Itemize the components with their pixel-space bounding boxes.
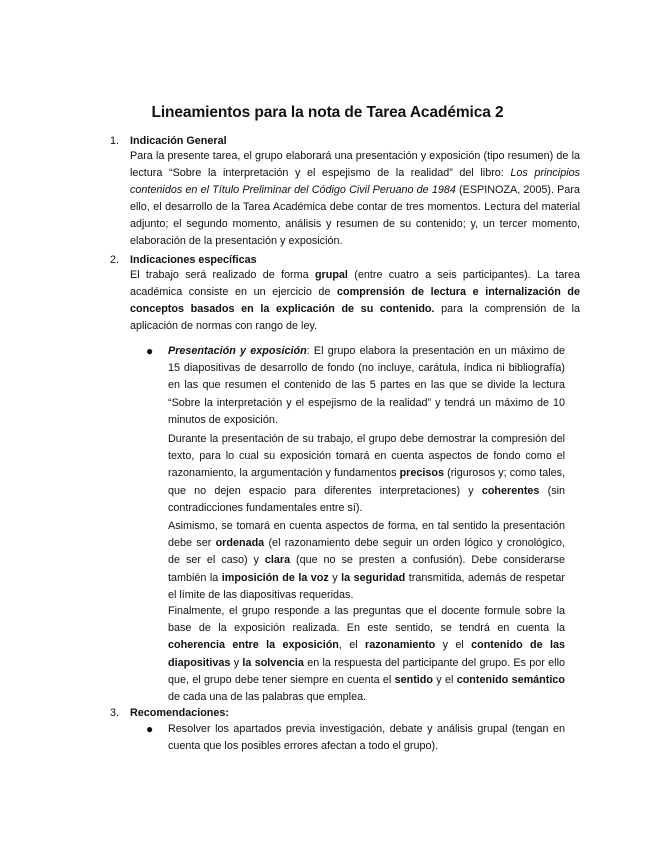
paragraph-questions <box>168 603 565 706</box>
text-run: (entre cuatro a seis participantes). La tarea académica consiste en un ejercicio de <box>130 269 580 298</box>
text-run: (que no se presten a confusión). Debe considerarse también la <box>168 554 565 584</box>
emphasis: contenido de las diapositivas <box>168 639 565 669</box>
section-number: 3. <box>110 707 120 719</box>
section-heading: Recomendaciones: <box>130 707 230 719</box>
emphasis: coherentes <box>481 484 540 497</box>
text-run: y el <box>435 639 472 652</box>
text-run: (sin contradicciones fundamentales entre sí). <box>168 484 565 514</box>
text-run: El trabajo será realizado de forma <box>130 269 315 281</box>
text-run: Finalmente, el grupo responde a las preguntas que el docente formule sobre la base de la exposición realizada. En este sentido, se tendrá en cuenta la <box>168 605 565 635</box>
emphasis: comprensión de lectura e internalización de conceptos basados en la explicación de su contenido. <box>130 286 581 315</box>
text-run: de cada una de las palabras que emplea. <box>168 691 367 704</box>
emphasis: grupal <box>314 269 348 281</box>
section-heading: Indicaciones específicas <box>130 254 257 266</box>
text-run: (rigurosos y; como tales, que no dejen espacio para diferentes interpretaciones) y <box>168 467 566 497</box>
text-run: Durante la presentación de su trabajo, el grupo debe demostrar la compresión del texto, para lo cual su exposición tomará en cuenta aspectos de fondo como el razonamiento, la argumentación y fundamentos <box>168 433 565 480</box>
text-run: y el <box>432 673 457 686</box>
emphasis: razonamiento <box>365 639 436 652</box>
emphasis: contenido semántico <box>456 673 565 686</box>
emphasis: clara <box>264 554 291 567</box>
section-body <box>130 148 580 250</box>
text-run: Para la presente tarea, el grupo elaborará una presentación y exposición (tipo resumen) de la lectura “Sobre la interpretación y el espejismo de la realidad” del libro: <box>130 150 580 179</box>
paragraph-content <box>168 431 565 517</box>
recommendation-item: Resolver los apartados previa investigación, debate y análisis grupal (tengan en cuenta que los posibles errores afectan a todo el grupo). <box>168 723 565 753</box>
text-run: y <box>328 571 342 584</box>
section-heading: Indicación General <box>130 135 227 147</box>
bullet-icon: ● <box>146 344 154 358</box>
emphasis: coherencia entre la exposición <box>168 639 339 652</box>
text-run: en la respuesta del participante del grupo. Es por ello que, el grupo debe tener siempre en cuenta el <box>168 656 565 686</box>
book-title: Los principios contenidos en el Título Preliminar del Código Civil Peruano de 1984 <box>130 167 580 196</box>
emphasis: precisos <box>399 467 444 480</box>
text-run: (ESPINOZA, 2005). Para ello, el desarrollo de la Tarea Académica debe contar de tres momentos. Lectura del material adjunto; el segundo momento, análisis y resumen de su contenido; y, un tercer momento, elaboración de la presentación y exposición. <box>130 184 580 247</box>
section-body <box>130 267 580 335</box>
presentation-item <box>168 343 565 429</box>
document-title: Lineamientos para la nota de Tarea Académica 2 <box>151 104 504 121</box>
bullet-icon: ● <box>146 722 154 736</box>
section-number: 2. <box>110 254 120 266</box>
text-run: y <box>230 656 243 669</box>
text-run: : El grupo elabora la presentación en un máximo de 15 diapositivas de desarrollo de fondo (no incluye, carátula, índica ni bibliografía) en las que resumen el contenido de las 5 partes en las que se divide la lectura “Sobre la interpretación y el espejismo de la realidad” y tendrá un máximo de 10 minutos de exposición. <box>168 345 565 426</box>
emphasis: sentido <box>394 673 433 686</box>
item-label: Presentación y exposición <box>168 345 307 357</box>
emphasis: ordenada <box>215 537 265 550</box>
text-run: (el razonamiento debe seguir un orden lógico y cronológico, de ser el caso) y <box>168 537 565 567</box>
section-number: 1. <box>110 135 120 147</box>
text-run: Asimismo, se tomará en cuenta aspectos de forma, en tal sentido la presentación debe ser <box>168 520 565 550</box>
emphasis: la seguridad <box>341 571 406 584</box>
text-run: para la comprensión de la aplicación de normas con rango de ley. <box>130 303 580 332</box>
paragraph-form <box>168 518 565 604</box>
emphasis: la solvencia <box>242 656 304 669</box>
text-run: transmitida, además de respetar el límite de las diapositivas requeridas. <box>168 571 565 601</box>
text-run: , el <box>338 639 366 652</box>
emphasis: imposición de la voz <box>221 571 329 584</box>
